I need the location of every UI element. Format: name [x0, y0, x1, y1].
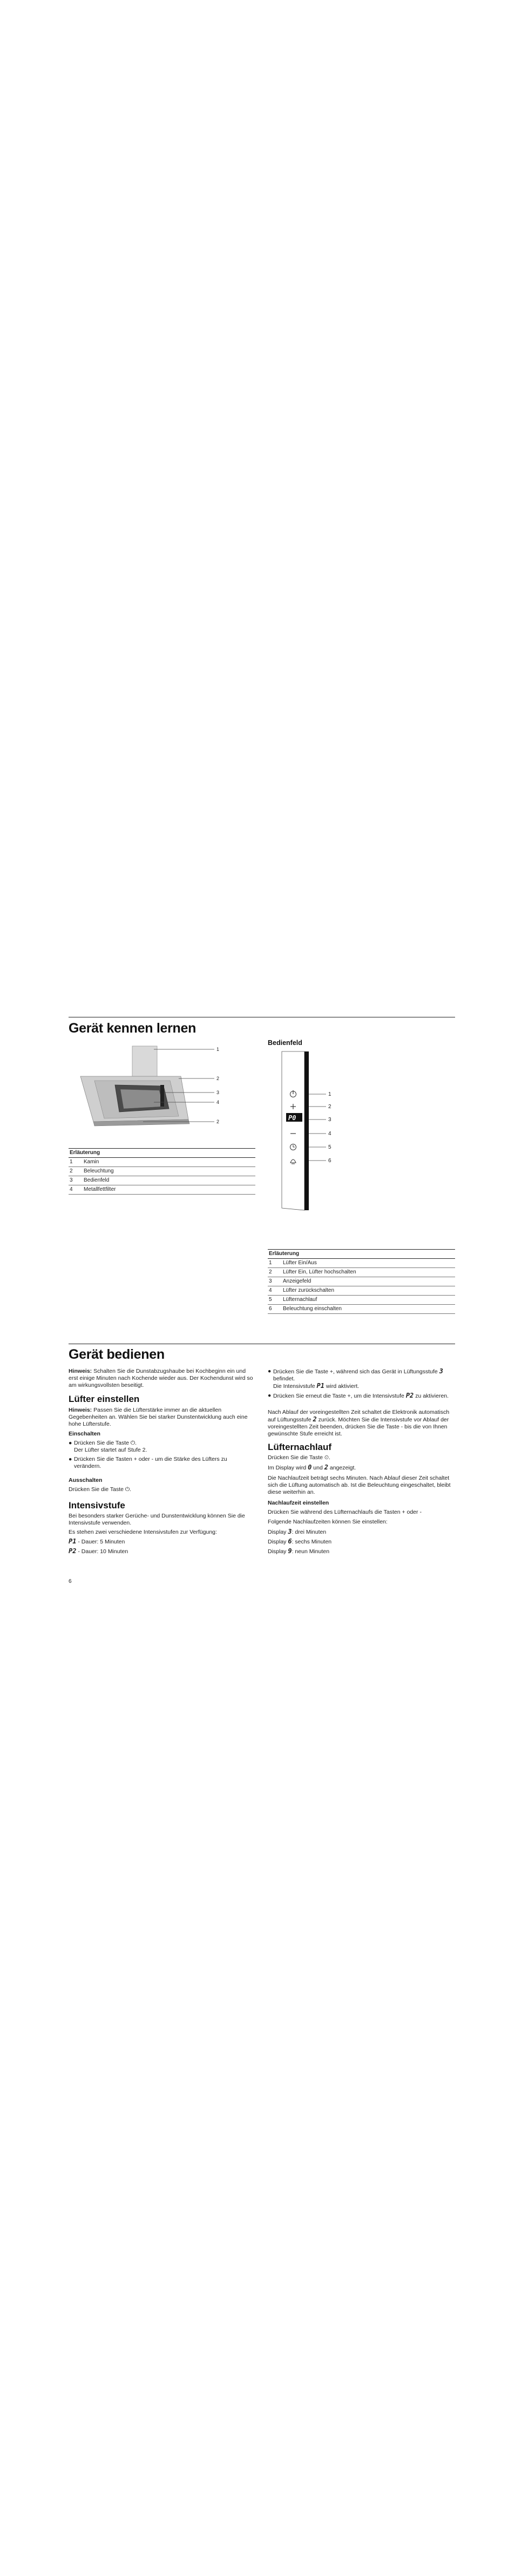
display-code: 3	[439, 1367, 443, 1375]
hood-legend-table	[69, 1148, 255, 1195]
hinweis-label: Hinweis:	[69, 1407, 92, 1413]
hood-callout-2b: 2	[216, 1119, 220, 1124]
heading-luefter-einstellen: Lüfter einstellen	[69, 1394, 140, 1404]
legend-header: Erläuterung	[268, 1250, 455, 1259]
intensiv-p2-line: P2 - Dauer: 10 Minuten	[69, 1547, 128, 1555]
hinweis-paragraph-2: Hinweis: Passen Sie die Lüfterstärke immer an die aktuellen Gegebenheiten an. Wählen Sie bei starker Dunstentwicklung auch eine hohe Lüfterstufe.	[69, 1407, 248, 1427]
hood-callout-3: 3	[216, 1090, 220, 1095]
panel-callout-2: 2	[328, 1104, 331, 1110]
panel-callout-5: 5	[328, 1144, 331, 1150]
page-number: 6	[69, 1579, 72, 1584]
section-title-geraet-bedienen: Gerät bedienen	[69, 1347, 165, 1362]
heading-luefternachlauf: Lüfternachlauf	[268, 1442, 332, 1452]
hood-callout-4: 4	[216, 1100, 220, 1105]
display-code: 6	[288, 1537, 292, 1545]
display-code: P2	[69, 1547, 77, 1555]
heading-ausschalten: Ausschalten	[69, 1477, 103, 1483]
display-code: P2	[405, 1392, 414, 1399]
table-row: 6 Beleuchtung einschalten	[268, 1305, 455, 1314]
display-code: 0	[308, 1464, 312, 1471]
display-code: 2	[324, 1464, 328, 1471]
legend-header-row	[69, 1149, 255, 1158]
panel-callout-1: 1	[328, 1091, 331, 1097]
panel-callout-3: 3	[328, 1117, 331, 1123]
bedienfeld-title: Bedienfeld	[268, 1039, 302, 1047]
list-item: ● Drücken Sie die Taste ⏻. Der Lüfter startet auf Stufe 2.	[69, 1440, 147, 1453]
control-strip-shape	[160, 1085, 164, 1107]
panel-callout-6: 6	[328, 1158, 331, 1164]
legend-header: Erläuterung	[69, 1149, 255, 1158]
list-item: ● Drücken Sie die Tasten + oder - um die Stärke des Lüfters zu verändern.	[69, 1456, 227, 1469]
display-code: 2	[313, 1415, 317, 1423]
panel-black-strip	[304, 1051, 309, 1210]
ausschalten-text: Drücken Sie die Taste ⏻.	[69, 1486, 132, 1493]
chimney-shape	[132, 1046, 157, 1081]
panel-legend-table	[268, 1249, 455, 1314]
section-title-geraet-kennen-lernen: Gerät kennen lernen	[69, 1021, 196, 1036]
display-code: P1	[69, 1537, 77, 1545]
nachlauf-paragraph-3: Die Nachlaufzeit beträgt sechs Minuten. Nach Ablauf dieser Zeit schaltet sich die Lüftung automatisch ab. Ist die Beleuchtung eingeschaltet, bleibt diese weiterhin an.	[268, 1475, 451, 1495]
display-row-3: Display 3: drei Minuten	[268, 1528, 327, 1535]
panel-outline	[282, 1051, 304, 1210]
table-row: 1 Kamin	[69, 1158, 255, 1167]
nachlaufzeit-paragraph-1: Drücken Sie während des Lüfternachlaufs die Tasten + oder -	[268, 1509, 422, 1515]
control-panel-illustration	[281, 1050, 356, 1212]
table-row: 3 Bedienfeld	[69, 1176, 255, 1185]
nachlauf-paragraph-1: Drücken Sie die Taste ⏲.	[268, 1454, 330, 1461]
display-code: P1	[316, 1382, 324, 1390]
heading-nachlaufzeit-einstellen: Nachlaufzeit einstellen	[268, 1500, 329, 1506]
table-row: 4 Lüfter zurückschalten	[268, 1286, 455, 1296]
table-row: 3 Anzeigefeld	[268, 1277, 455, 1286]
intensiv-paragraph-2: Es stehen zwei verschiedene Intensivstufen zur Verfügung:	[69, 1529, 217, 1535]
table-row: 1 Lüfter Ein/Aus	[268, 1259, 455, 1268]
range-hood-illustration	[73, 1045, 235, 1142]
heading-einschalten: Einschalten	[69, 1431, 100, 1437]
hinweis-paragraph-1: Hinweis: Schalten Sie die Dunstabzugshaube bei Kochbeginn ein und erst einige Minuten nach Kochende wieder aus. Der Kochendunst wird so am wirkungsvollsten beseitigt.	[69, 1368, 253, 1388]
intensiv-p1-line: P1 - Dauer: 5 Minuten	[69, 1537, 125, 1545]
intensiv-return-paragraph: Nach Ablauf der voreingestellten Zeit schaltet die Elektronik automatisch auf Lüftungsstufe 2 zurück. Möchten Sie die Intensivstufe vor Ablauf der voreingestellten Zeit beenden, drücken Sie die Taste - bis die von Ihnen gewünschte Stufe erreicht ist.	[268, 1409, 450, 1437]
list-item: ● Drücken Sie die Taste +, während sich das Gerät in Lüftungsstufe 3 befindet. Die Intensivstufe P1 wird aktiviert.	[268, 1367, 443, 1390]
legend-header-row	[268, 1250, 455, 1259]
heading-intensivstufe: Intensivstufe	[69, 1500, 125, 1510]
list-item: ● Drücken Sie erneut die Taste +, um die Intensivstufe P2 zu aktivieren.	[268, 1392, 449, 1399]
table-row: 2 Beleuchtung	[69, 1167, 255, 1176]
table-row: 2 Lüfter Ein, Lüfter hochschalten	[268, 1268, 455, 1277]
table-row: 5 Lüfternachlauf	[268, 1296, 455, 1305]
display-readout: P0	[288, 1114, 296, 1122]
intensiv-paragraph-1: Bei besonders starker Gerüche- und Dunstentwicklung können Sie die Intensivstufe verwenden.	[69, 1513, 245, 1526]
display-code: 9	[288, 1547, 292, 1555]
nachlauf-paragraph-2: Im Display wird 0 und 2 angezeigt.	[268, 1464, 356, 1471]
table-row: 4 Metallfettfilter	[69, 1185, 255, 1195]
hood-callout-1: 1	[216, 1047, 220, 1052]
panel-callout-4: 4	[328, 1131, 331, 1137]
display-row-9: Display 9: neun Minuten	[268, 1547, 330, 1555]
hood-callout-2: 2	[216, 1076, 220, 1081]
display-code: 3	[288, 1528, 292, 1535]
hinweis-label: Hinweis:	[69, 1368, 92, 1374]
nachlaufzeit-paragraph-2: Folgende Nachlaufzeiten können Sie einstellen:	[268, 1519, 388, 1525]
display-row-6: Display 6: sechs Minuten	[268, 1537, 332, 1545]
